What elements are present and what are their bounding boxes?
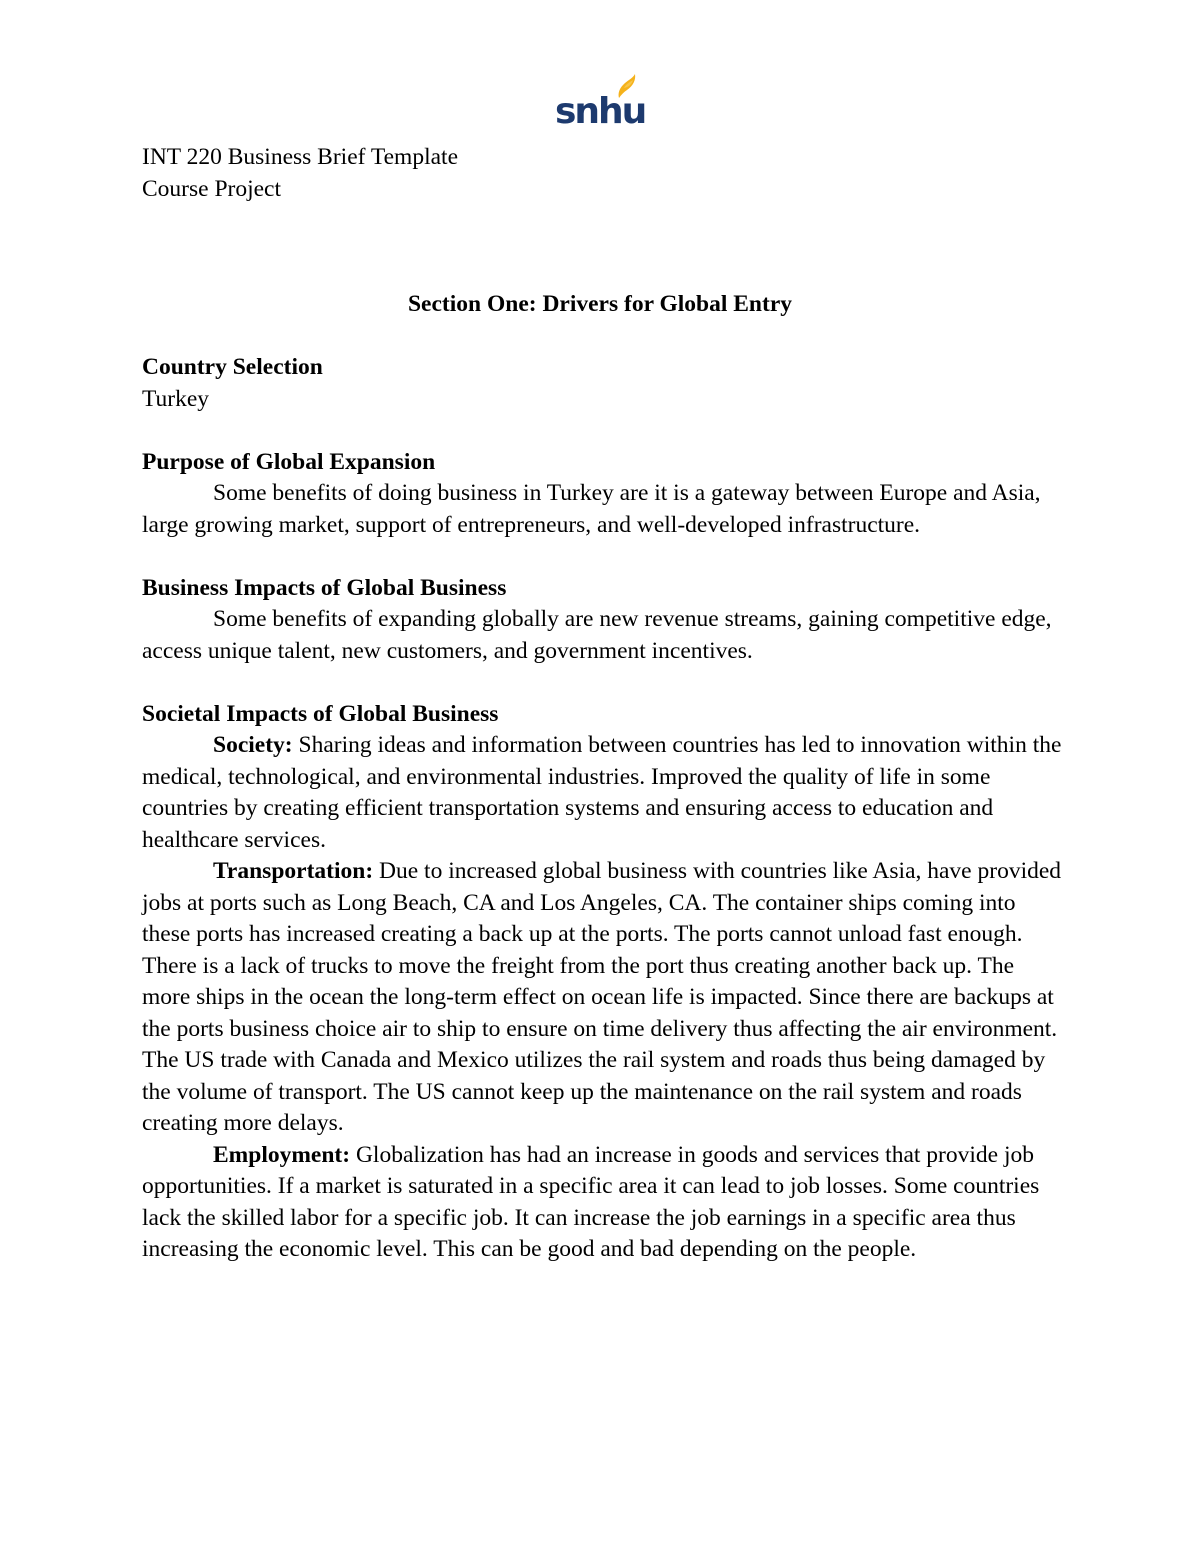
country-selection-value: Turkey xyxy=(142,385,210,412)
purpose-text: Some benefits of doing business in Turkey are it is a gateway between Europe and Asia, large growing market, support of entrepreneurs, and well-developed infrastructure. xyxy=(142,480,1041,538)
business-impacts-text: Some benefits of expanding globally are new revenue streams, gaining competitive edge, access unique talent, new customers, and government incentives. xyxy=(142,606,1052,664)
course-subtitle: Course Project xyxy=(142,175,282,202)
society-text: Sharing ideas and information between countries has led to innovation within the medical, technological, and environmental industries. Improved the quality of life in some countries by creating efficient transportation systems and ensuring access to education and healthcare services. xyxy=(142,732,1062,853)
logo-wordmark: snhu xyxy=(555,91,646,132)
employment-paragraph xyxy=(142,1140,1062,1266)
transportation-text: Due to increased global business with countries like Asia, have provided jobs at ports such as Long Beach, CA and Los Angeles, CA. The container ships coming into these ports has increased creating a back up at the ports. The ports cannot unload fast enough. There is a lack of trucks to move the freight from the port thus creating another back up. The more ships in the ocean the long-term effect on ocean life is impacted. Since there are backups at the ports business choice air to ship to ensure on time delivery thus affecting the air environment. The US trade with Canada and Mexico utilizes the rail system and roads thus being damaged by the volume of transport. The US cannot keep up the maintenance on the rail system and roads creating more delays. xyxy=(142,858,1062,1136)
society-label: Society: xyxy=(213,732,293,758)
snhu-logo xyxy=(555,74,646,132)
purpose-heading: Purpose of Global Expansion xyxy=(142,448,436,475)
transportation-label: Transportation: xyxy=(213,858,374,884)
employment-label: Employment: xyxy=(213,1141,351,1168)
course-title: INT 220 Business Brief Template xyxy=(142,144,458,170)
document-body xyxy=(142,352,1062,1266)
document-header xyxy=(142,142,1042,205)
transportation-paragraph xyxy=(142,856,1062,1140)
societal-impacts-heading: Societal Impacts of Global Business xyxy=(142,700,499,727)
country-selection-heading: Country Selection xyxy=(142,354,323,380)
business-impacts-heading: Business Impacts of Global Business xyxy=(142,574,507,601)
section-title: Section One: Drivers for Global Entry xyxy=(407,291,792,317)
employment-text: Globalization has had an increase in goods and services that provide job opportunities. If a market is saturated in a specific area it can lead to job losses. Some countries lack the skilled labor for a specific job. It can increase the job earnings in a specific area thus increasing the economic level. This can be good and bad depending on the people. xyxy=(142,1141,1040,1262)
society-paragraph xyxy=(142,730,1062,856)
